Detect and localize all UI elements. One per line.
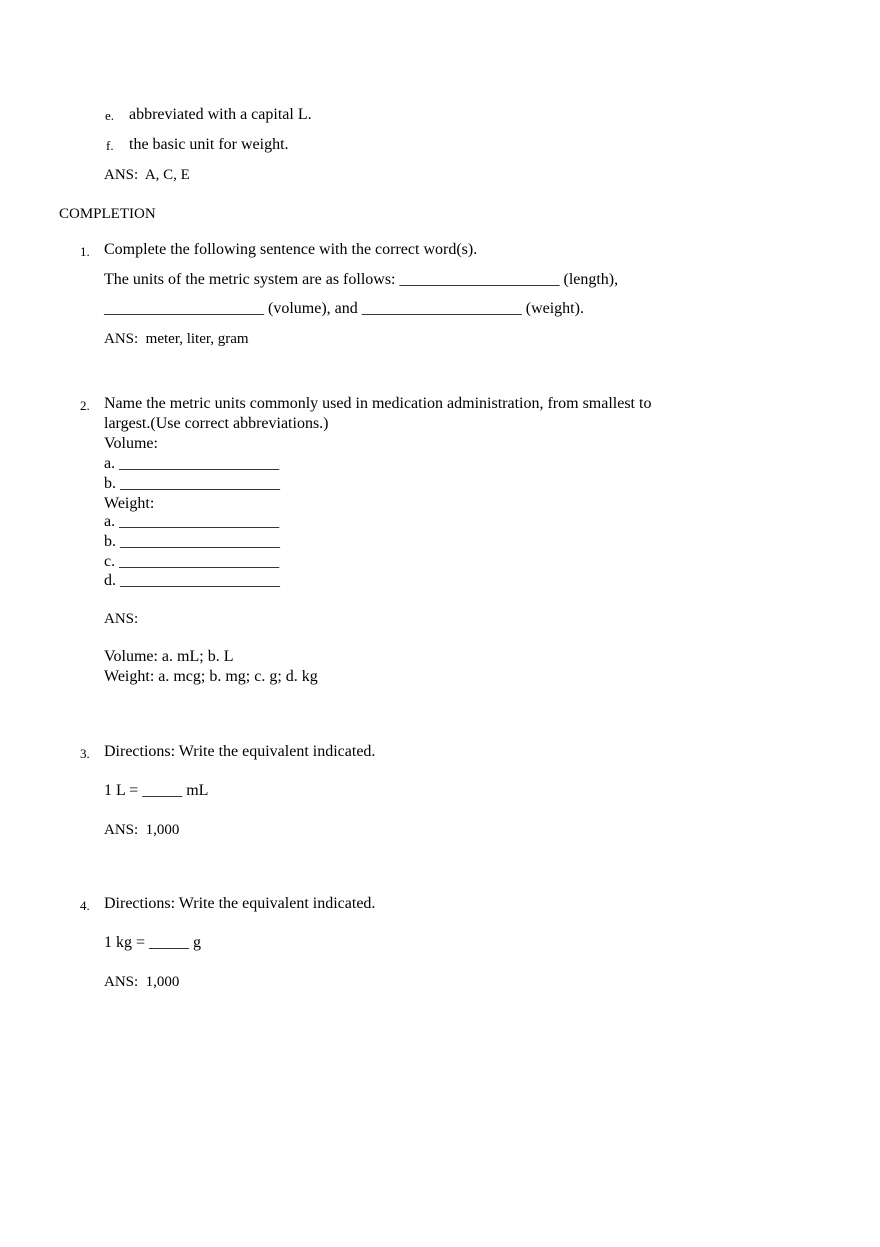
question-1-prompt: Complete the following sentence with the correct word(s).: [104, 241, 478, 258]
question-3-prompt: Directions: Write the equivalent indicated.: [104, 743, 376, 760]
question-number-2: 2.: [80, 398, 90, 413]
question-2-answer-label: ANS:: [104, 611, 139, 627]
option-text-f: the basic unit for weight.: [129, 136, 289, 153]
question-number-1: 1.: [80, 244, 90, 259]
question-4-prompt: Directions: Write the equivalent indicated.: [104, 895, 376, 912]
question-number-3: 3.: [80, 746, 90, 761]
question-3-equation: 1 L = _____ mL: [104, 782, 209, 799]
question-2-answer-weight: Weight: a. mcg; b. mg; c. g; d. kg: [104, 668, 318, 685]
question-4-equation: 1 kg = _____ g: [104, 934, 202, 951]
question-2-prompt-line-2: largest.(Use correct abbreviations.): [104, 415, 329, 432]
option-text-e: abbreviated with a capital L.: [129, 106, 312, 123]
volume-item-a: a. ____________________: [104, 455, 280, 472]
question-1-line-2: ____________________ (volume), and ____________________ (weight).: [104, 300, 584, 317]
question-1-answer: ANS: meter, liter, gram: [104, 331, 249, 347]
volume-item-b: b. ____________________: [104, 475, 280, 492]
question-3-answer: ANS: 1,000: [104, 822, 180, 838]
weight-item-b: b. ____________________: [104, 533, 280, 550]
question-1-line-1: The units of the metric system are as follows: ____________________ (length),: [104, 271, 619, 288]
option-label-f: f.: [106, 138, 114, 153]
weight-item-a: a. ____________________: [104, 513, 280, 530]
volume-label: Volume:: [104, 435, 158, 452]
weight-label: Weight:: [104, 495, 155, 512]
question-2-answer-volume: Volume: a. mL; b. L: [104, 648, 234, 665]
question-2-prompt-line-1: Name the metric units commonly used in medication administration, from smallest to: [104, 395, 652, 412]
option-label-e: e.: [105, 108, 115, 123]
question-number-4: 4.: [80, 898, 90, 913]
section-title: COMPLETION: [59, 206, 156, 222]
prev-answer: ANS: A, C, E: [104, 167, 190, 183]
question-4-answer: ANS: 1,000: [104, 974, 180, 990]
weight-item-c: c. ____________________: [104, 553, 280, 570]
weight-item-d: d. ____________________: [104, 572, 280, 589]
